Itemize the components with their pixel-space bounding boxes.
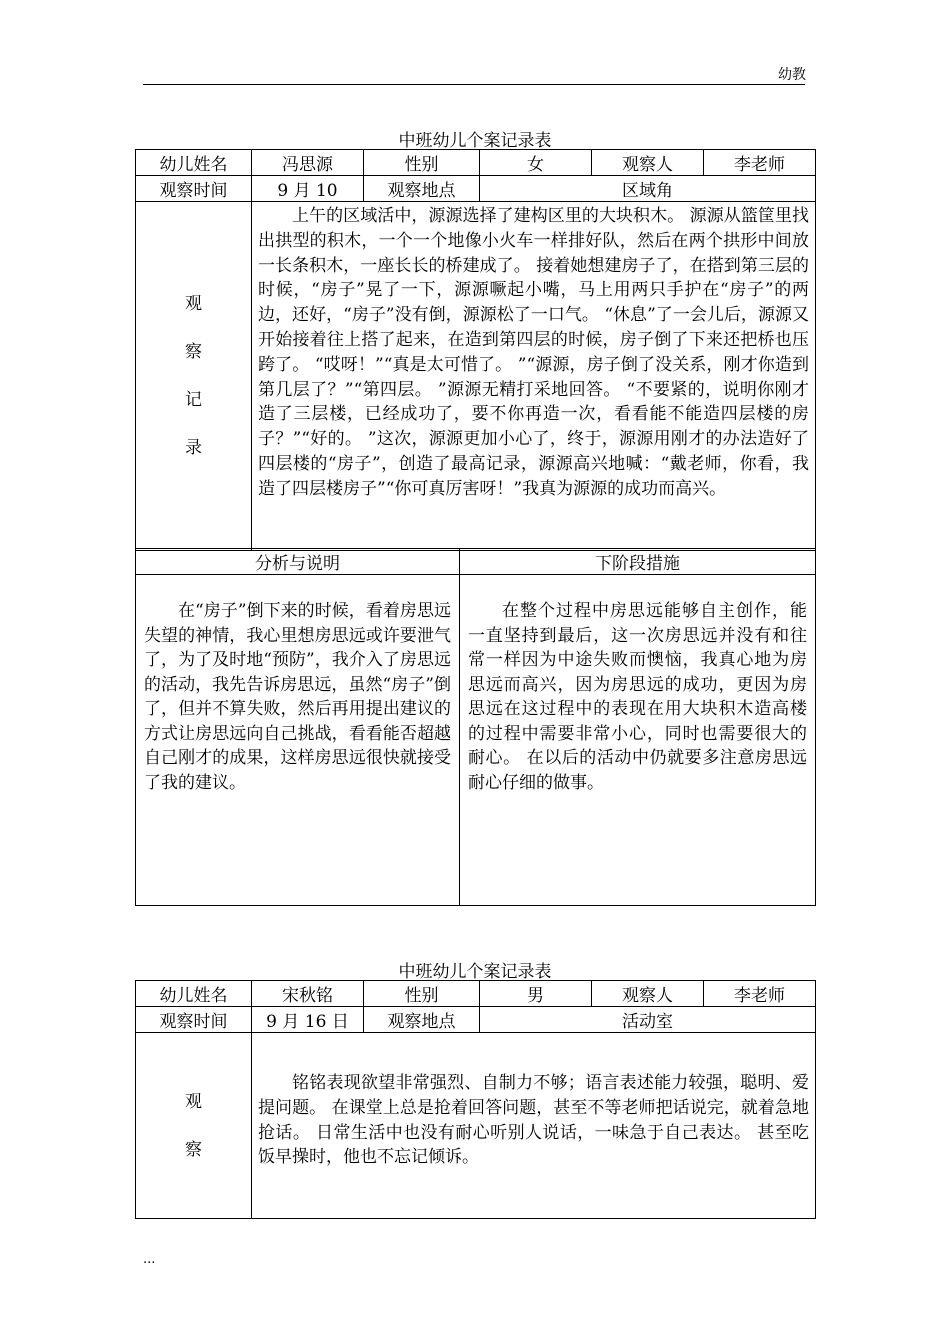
place-label: 观察地点: [364, 1007, 480, 1033]
analysis-table-1: [135, 548, 816, 906]
measures-text: 在整个过程中房思远能够自主创作，能一直坚持到最后，这一次房思远并没有和往常一样因为中途失败而懊恼，我真心地为房思远而高兴，因为房思远的成功，更因为房思远在这过程中的表现在用大块积木造高楼的过程中需要非常小心，同时也需要很大的耐心。 在以后的活动中仍就要多注意房思远耐心仔细的做事。: [468, 601, 807, 793]
observer-value: 李老师: [704, 981, 816, 1007]
table1-row-name: [136, 150, 816, 176]
table2-row-name: [136, 981, 816, 1007]
time-value: 9 月 10: [252, 176, 364, 202]
place-value: 区域角: [480, 176, 816, 202]
name-value: 冯思源: [252, 150, 364, 176]
table1-row-record: [136, 202, 816, 551]
time-value: 9 月 16 日: [252, 1007, 364, 1033]
analysis-label: 分析与说明: [136, 549, 460, 575]
gender-value: 男: [480, 981, 592, 1007]
record-label-char: 记: [185, 390, 202, 410]
record-label-char: 观: [185, 294, 202, 314]
measures-cell: [460, 575, 816, 906]
record-label-char: 察: [185, 1139, 202, 1160]
record-text-cell: [252, 202, 816, 551]
table2-title: 中班幼儿个案记录表: [398, 962, 552, 982]
analysis-body-row: [136, 575, 816, 906]
observer-value: 李老师: [704, 150, 816, 176]
table1-title: 中班幼儿个案记录表: [398, 131, 552, 151]
analysis-header-row: [136, 549, 816, 575]
observer-label: 观察人: [592, 150, 704, 176]
time-label: 观察时间: [136, 1007, 252, 1033]
record-label-cell: [136, 202, 252, 551]
record-label-cell: [136, 1033, 252, 1219]
table2-row-time: [136, 1007, 816, 1033]
record-text-cell: [252, 1033, 816, 1219]
place-label: 观察地点: [364, 176, 480, 202]
table1-row-time: [136, 176, 816, 202]
analysis-cell: [136, 575, 460, 906]
record-text: 上午的区域活中，源源选择了建构区里的大块积木。 源源从篮筐里找出拱型的积木，一个一个地像小火车一样排好队，然后在两个拱形中间放一长条积木，一座长长的桥建成了。 接着她想建房子了，在搭到第三层的时候，“房子”晃了一下，源源噘起小嘴，马上用两只手护在“房子”的两边，还好，“房子”没有倒，源源松了一口气。 “休息”了一会儿后，源源又开始接着往上搭了起来，在造到第四层的时候，房子倒了下来还把桥也压跨了。 “哎呀！”“真是太可惜了。 ”“源源，房子倒了没关系，刚才你造到第几层了？”“第四层。 ”源源无精打采地回答。 “不要紧的，说明你刚才造了三层楼，已经成功了，要不你再造一次，看看能不能造四层楼的房子？”“好的。 ”这次，源源更加小心了，终于，源源用刚才的办法造好了四层楼的“房子”，创造了最高记录，源源高兴地喊：“戴老师，你看，我造了四层楼房子”“你可真厉害呀！”我真为源源的成功而高兴。: [258, 206, 809, 499]
header-rule: [143, 84, 805, 85]
footer-ellipsis: ...: [143, 1252, 156, 1267]
header-label: 幼教: [778, 67, 806, 83]
gender-label: 性别: [364, 981, 480, 1007]
analysis-text: 在“房子”倒下来的时候，看着房思远失望的神情，我心里想房思远或许要泄气了，为了及时地“预防”，我介入了房思远的活动，我先告诉房思远，虽然“房子”倒了，但并不算失败，然后再用提出建议的方式让房思远向自己挑战，看看能否超越自己刚才的成果，这样房思远很快就接受了我的建议。: [144, 601, 451, 793]
record-label-char: 察: [185, 342, 202, 362]
record-label-char: 观: [185, 1091, 202, 1112]
name-label: 幼儿姓名: [136, 981, 252, 1007]
name-label: 幼儿姓名: [136, 150, 252, 176]
measures-label: 下阶段措施: [460, 549, 816, 575]
table2-row-record: [136, 1033, 816, 1219]
record-table-1: [135, 149, 816, 551]
observer-label: 观察人: [592, 981, 704, 1007]
time-label: 观察时间: [136, 176, 252, 202]
record-table-2: [135, 980, 816, 1219]
gender-value: 女: [480, 150, 592, 176]
name-value: 宋秋铭: [252, 981, 364, 1007]
record-text: 铭铭表现欲望非常强烈、自制力不够；语言表述能力较强，聪明、爱提问题。 在课堂上总是抢着回答问题，甚至不等老师把话说完，就着急地抢话。 日常生活中也没有耐心听别人说话，一味急于自己表达。 甚至吃饭早操时，他也不忘记倾诉。: [258, 1073, 809, 1168]
gender-label: 性别: [364, 150, 480, 176]
place-value: 活动室: [480, 1007, 816, 1033]
record-label-char: 录: [185, 438, 202, 458]
